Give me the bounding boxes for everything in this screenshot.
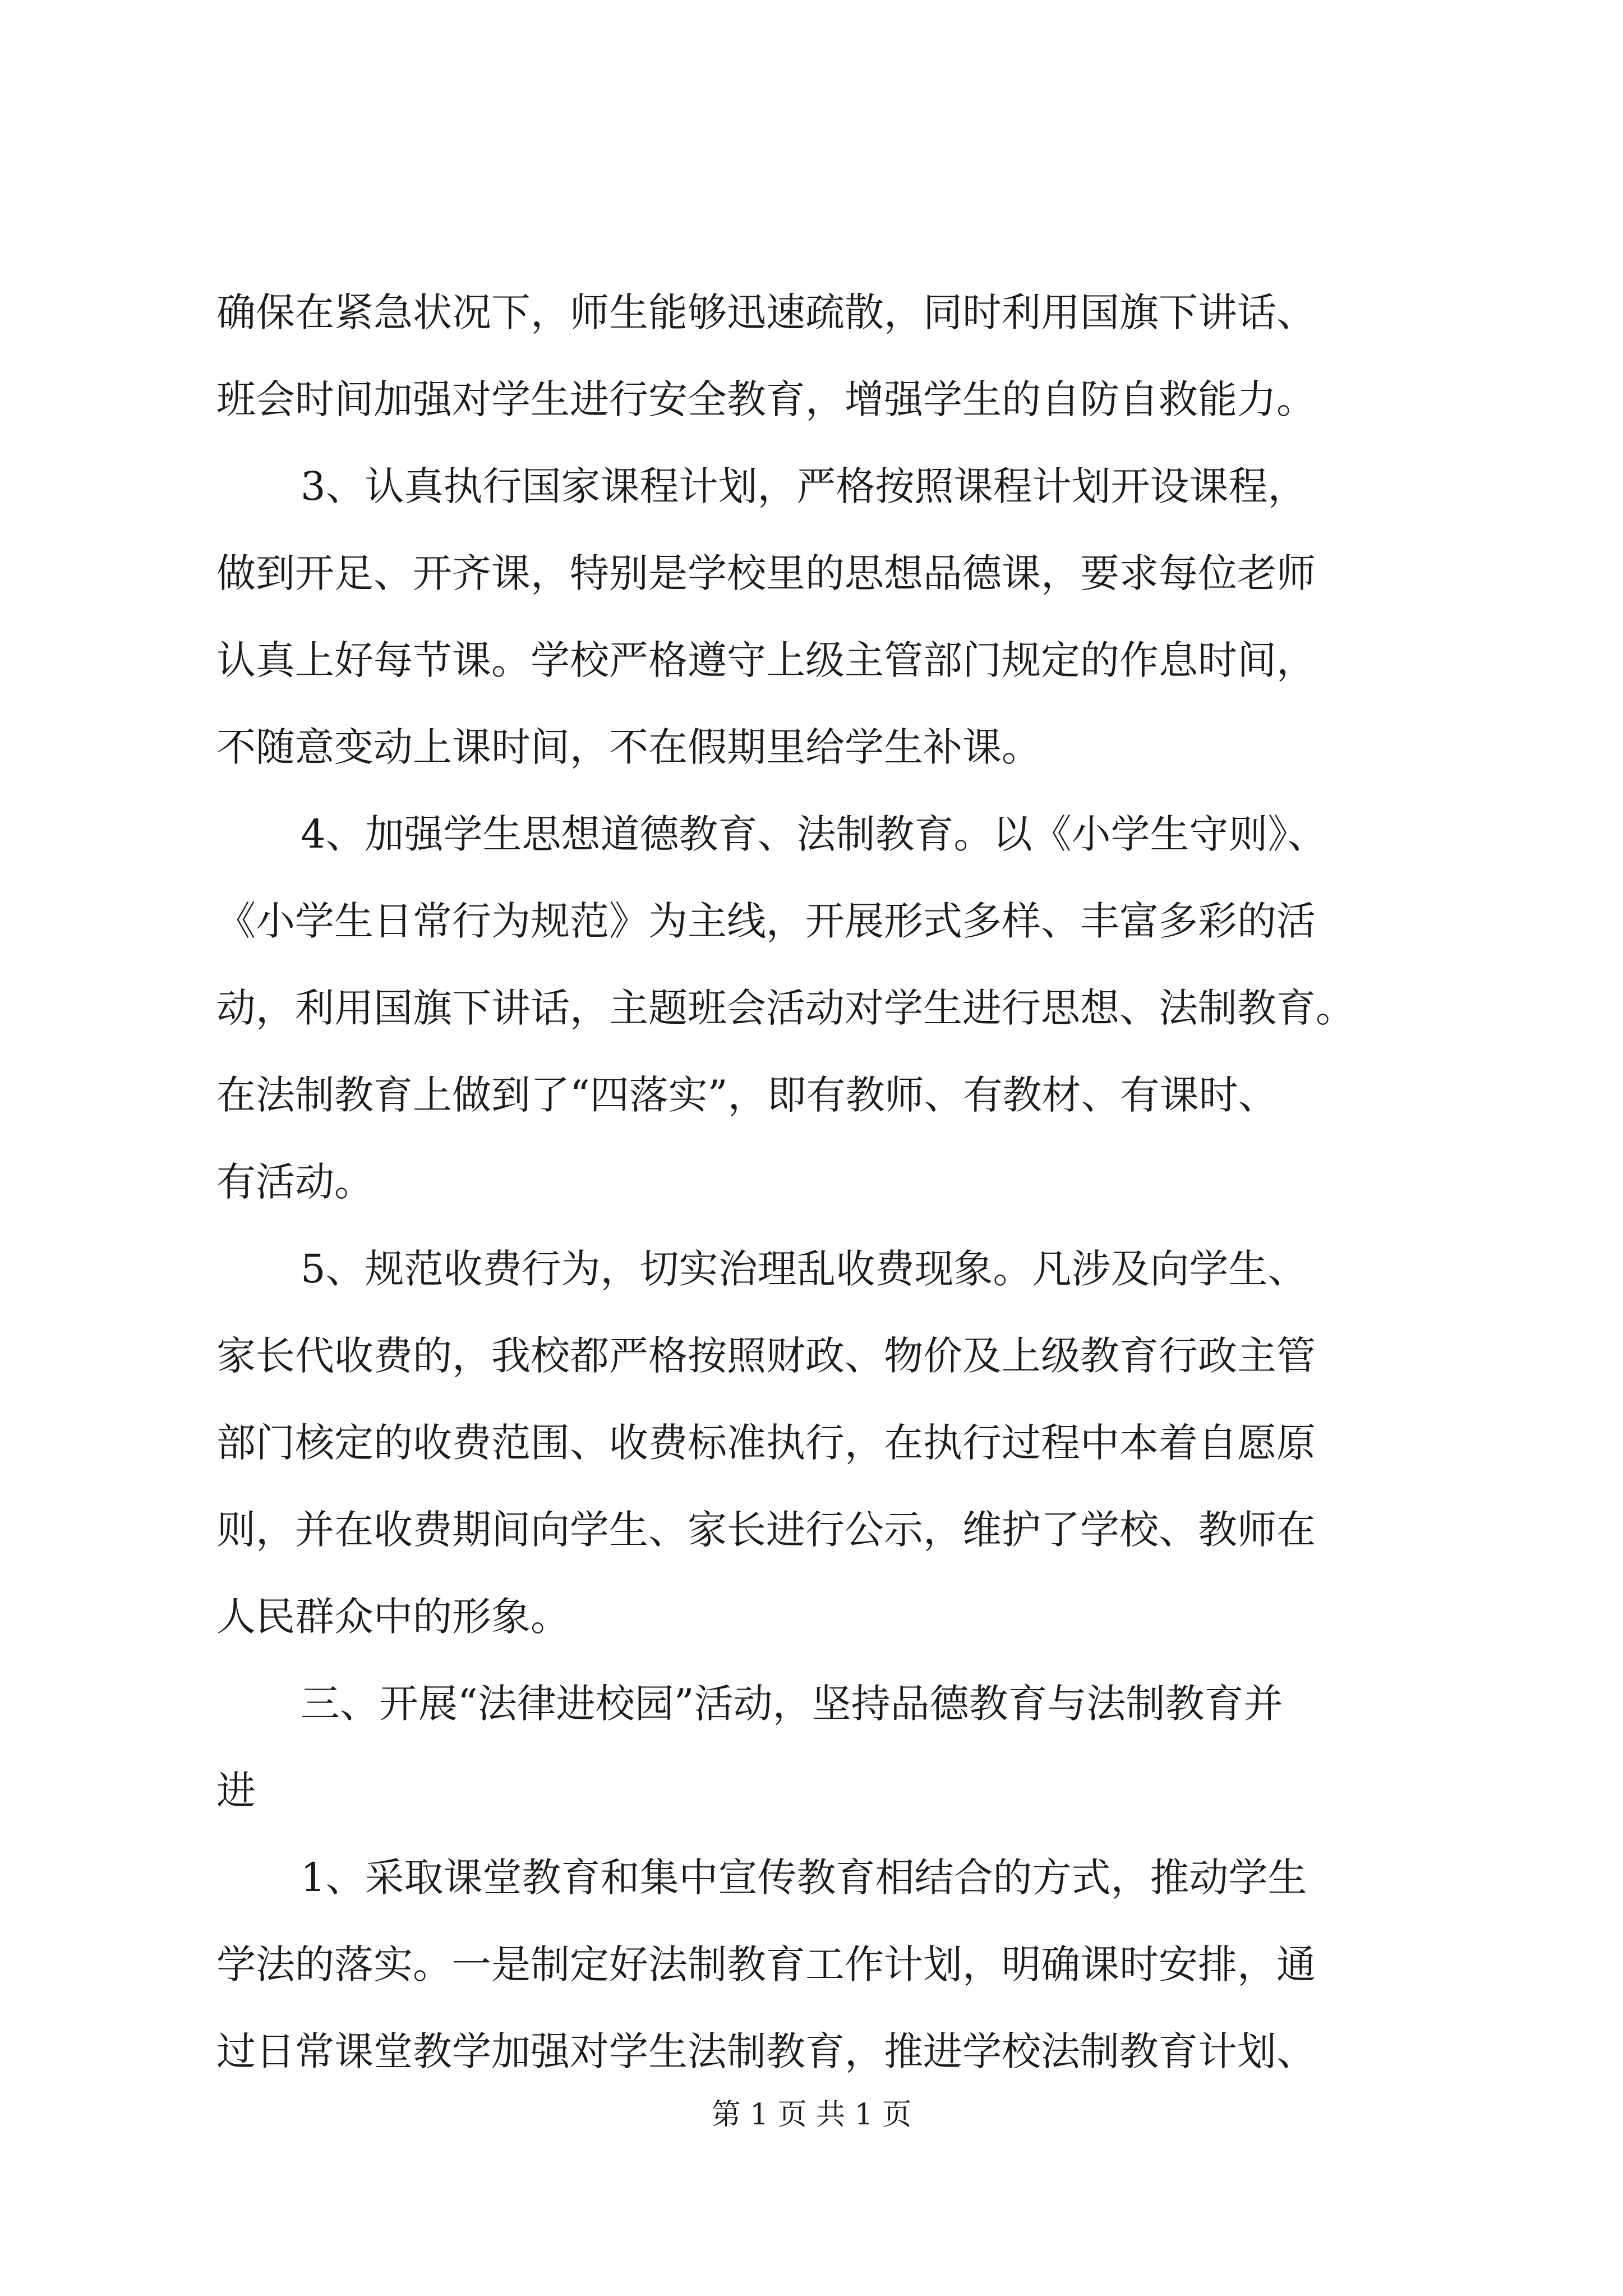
text-line: 认真上好每节课。学校严格遵守上级主管部门规定的作息时间， <box>216 637 1316 683</box>
text-line: 班会时间加强对学生进行安全教育，增强学生的自防自救能力。 <box>216 376 1316 422</box>
paragraph-start-line: 1、采取课堂教育和集中宣传教育相结合的方式，推动学生 <box>301 1855 1307 1901</box>
text-line: 不随意变动上课时间，不在假期里给学生补课。 <box>216 724 1041 770</box>
text-line: 动，利用国旗下讲话，主题班会活动对学生进行思想、法制教育。 <box>216 985 1355 1031</box>
text-line: 则，并在收费期间向学生、家长进行公示，维护了学校、教师在 <box>216 1507 1316 1553</box>
paragraph-start-line: 3、认真执行国家课程计划，严格按照课程计划开设课程， <box>301 463 1307 509</box>
text-line: 学法的落实。一是制定好法制教育工作计划，明确课时安排，通 <box>216 1941 1316 1987</box>
text-line: 人民群众中的形象。 <box>216 1594 570 1640</box>
text-line: 《小学生日常行为规范》为主线，开展形式多样、丰富多彩的活 <box>216 898 1316 944</box>
document-body <box>216 269 1445 2095</box>
text-line: 做到开足、开齐课，特别是学校里的思想品德课，要求每位老师 <box>216 550 1316 596</box>
section-heading-line: 进 <box>216 1768 256 1814</box>
section-heading-line: 三、开展“法律进校园”活动，坚持品德教育与法制教育并 <box>301 1681 1283 1727</box>
text-line: 有活动。 <box>216 1159 374 1205</box>
text-line: 过日常课堂教学加强对学生法制教育，推进学校法制教育计划、 <box>216 2028 1316 2074</box>
page-number-footer: 第 1 页 共 1 页 <box>711 2098 912 2132</box>
paragraph-start-line: 4、加强学生思想道德教育、法制教育。以《小学生守则》、 <box>301 811 1327 857</box>
text-line: 在法制教育上做到了“四落实”，即有教师、有教材、有课时、 <box>216 1072 1278 1118</box>
text-line: 确保在紧急状况下，师生能够迅速疏散，同时利用国旗下讲话、 <box>216 289 1316 335</box>
text-line: 部门核定的收费范围、收费标准执行，在执行过程中本着自愿原 <box>216 1420 1316 1466</box>
text-line: 家长代收费的，我校都严格按照财政、物价及上级教育行政主管 <box>216 1333 1316 1379</box>
paragraph-start-line: 5、规范收费行为，切实治理乱收费现象。凡涉及向学生、 <box>301 1246 1307 1292</box>
